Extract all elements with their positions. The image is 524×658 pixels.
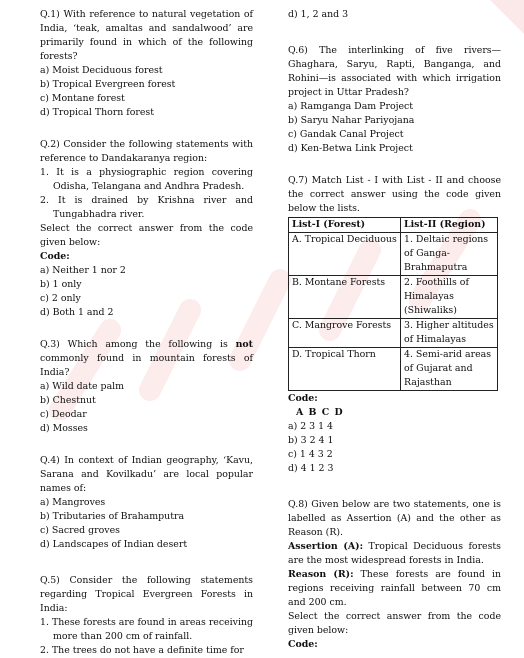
list-1-cell: B. Montane Forests xyxy=(289,276,401,319)
question-text: Q.3) Which among the following is not commonly found in mountain forests of India? xyxy=(40,339,253,378)
question-text: Q.5) Consider the following statements regarding Tropical Evergreen Forests in India: xyxy=(40,575,253,614)
option-d: d) Mosses xyxy=(40,423,88,434)
assertion: Assertion (A): Tropical Deciduous forests are the most widespread forests in India. xyxy=(288,541,501,566)
question-4 xyxy=(40,454,253,552)
statement-1: 1. These forests are found in areas receiving more than 200 cm of rainfall. xyxy=(40,617,253,642)
question-text: Q.7) Match List - I with List - II and choose the correct answer using the code given below the lists. xyxy=(288,175,501,214)
option-b: b) Tributaries of Brahamputra xyxy=(40,511,185,522)
code-header: A B C D xyxy=(296,407,344,418)
question-8 xyxy=(288,498,501,652)
option-d: d) Landscapes of Indian desert xyxy=(40,539,188,550)
list-2-cell: 1. Deltaic regions of Ganga-Brahmaputra xyxy=(401,233,498,276)
option-a: a) Neither 1 nor 2 xyxy=(40,265,126,276)
table-row xyxy=(289,319,498,348)
question-text: Q.2) Consider the following statements with reference to Dandakaranya region: xyxy=(40,139,253,164)
list-2-header: List-II (Region) xyxy=(401,218,498,233)
option-c: c) 2 only xyxy=(40,293,81,304)
question-text: Q.1) With reference to natural vegetation of India, ‘teak, amaltas and sandalwood’ are primarily found in which of the following forests? xyxy=(40,9,253,62)
list-1-cell: C. Mangrove Forests xyxy=(289,319,401,348)
option-c: c) Gandak Canal Project xyxy=(288,129,404,140)
question-text: Q.4) In context of Indian geography, ‘Kavu, Sarana and Kovilkadu’ are local popular names of: xyxy=(40,455,253,494)
option-d: d) Ken-Betwa Link Project xyxy=(288,143,413,154)
option-b: b) Chestnut xyxy=(40,395,96,406)
list-2-cell: 2. Foothills of Himalayas (Shiwaliks) xyxy=(401,276,498,319)
q5-option-d: d) 1, 2 and 3 xyxy=(288,9,349,20)
list-2-cell: 3. Higher altitudes of Himalayas xyxy=(401,319,498,348)
question-1 xyxy=(40,8,253,120)
statement-1: 1. It is a physiographic region covering Odisha, Telangana and Andhra Pradesh. xyxy=(40,167,253,192)
reason-label: Reason (R): xyxy=(288,569,354,580)
table-row xyxy=(289,276,498,319)
option-c: c) Deodar xyxy=(40,409,87,420)
list-2-cell: 4. Semi-arid areas of Gujarat and Rajasthan xyxy=(401,348,498,391)
option-a: a) Ramganga Dam Project xyxy=(288,101,414,112)
option-a: a) Wild date palm xyxy=(40,381,125,392)
option-c: c) 1 4 3 2 xyxy=(288,449,333,460)
assertion-label: Assertion (A): xyxy=(288,541,364,552)
code-label: Code: xyxy=(288,639,318,650)
option-b: b) 1 only xyxy=(40,279,82,290)
question-5 xyxy=(40,574,253,658)
option-d: d) Both 1 and 2 xyxy=(40,307,114,318)
code-label: Code: xyxy=(288,393,318,404)
statement-2: 2. It is drained by Krishna river and Tungabhadra river. xyxy=(40,195,253,220)
option-a: a) Mangroves xyxy=(40,497,106,508)
right-column xyxy=(288,8,501,652)
question-3 xyxy=(40,338,253,436)
emphasis-not: not xyxy=(235,339,253,350)
option-b: b) 3 2 4 1 xyxy=(288,435,334,446)
list-1-cell: D. Tropical Thorn xyxy=(289,348,401,391)
table-row xyxy=(289,348,498,391)
reason: Reason (R): These forests are found in regions receiving rainfall between 70 cm and 200 cm. xyxy=(288,569,501,608)
question-7 xyxy=(288,174,501,476)
statement-2: 2. The trees do not have a definite time for xyxy=(40,645,244,656)
match-table xyxy=(288,217,498,391)
question-text: Q.6) The interlinking of five rivers—Ghaghara, Saryu, Rapti, Banganga, and Rohini—is associated with which irrigation project in Uttar Pradesh? xyxy=(288,45,501,98)
option-a: a) Moist Deciduous forest xyxy=(40,65,163,76)
question-text: Q.8) Given below are two statements, one is labelled as Assertion (A) and the other as Reason (R). xyxy=(288,499,501,538)
option-d: d) Tropical Thorn forest xyxy=(40,107,154,118)
option-c: c) Sacred groves xyxy=(40,525,120,536)
option-b: b) Tropical Evergreen forest xyxy=(40,79,176,90)
option-a: a) 2 3 1 4 xyxy=(288,421,334,432)
instruction: Select the correct answer from the code given below: xyxy=(288,611,501,636)
list-1-header: List-I (Forest) xyxy=(289,218,401,233)
left-column xyxy=(40,8,253,658)
code-label: Code: xyxy=(40,251,70,262)
table-row xyxy=(289,233,498,276)
option-b: b) Saryu Nahar Pariyojana xyxy=(288,115,415,126)
question-2 xyxy=(40,138,253,320)
option-d: d) 4 1 2 3 xyxy=(288,463,334,474)
table-header-row xyxy=(289,218,498,233)
instruction: Select the correct answer from the code given below: xyxy=(40,223,253,248)
option-c: c) Montane forest xyxy=(40,93,125,104)
question-6 xyxy=(288,44,501,156)
list-1-cell: A. Tropical Deciduous xyxy=(289,233,401,276)
